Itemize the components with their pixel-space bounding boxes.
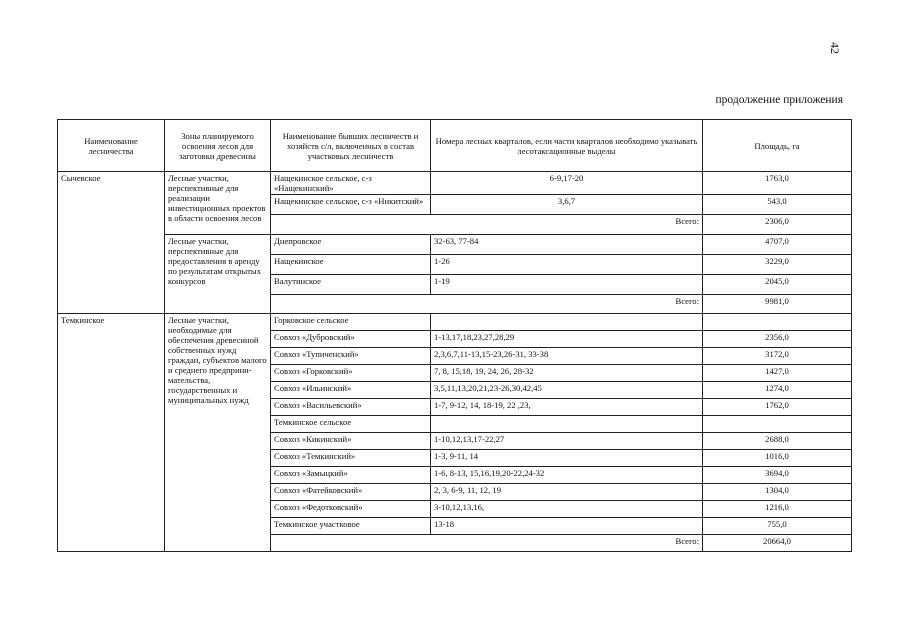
area-cell	[703, 416, 852, 433]
former-forestry-cell: Совхоз «Федотковский»	[271, 501, 431, 518]
table-row	[58, 314, 852, 331]
quarters-cell: 1-7, 9-12, 14, 18-19, 22 ,23,	[431, 399, 703, 416]
table-row	[58, 172, 852, 195]
former-forestry-cell: Днепровское	[271, 235, 431, 255]
table-row	[58, 235, 852, 255]
former-forestry-cell: Совхоз «Дубровский»	[271, 331, 431, 348]
area-cell: 2356,0	[703, 331, 852, 348]
area-cell: 2688,0	[703, 433, 852, 450]
forestry-name-cell: Сычевское	[58, 172, 165, 314]
header-area: Площадь, га	[703, 120, 852, 172]
quarters-cell: 2, 3, 6-9, 11, 12, 19	[431, 484, 703, 501]
quarters-cell: 1-3, 9-11, 14	[431, 450, 703, 467]
zone-description-cell: Лесные участки, перспективные для реализации инвестиционных проектов в области освоения лесов	[165, 172, 271, 235]
former-forestry-cell: Совхоз «Горковский»	[271, 365, 431, 382]
former-forestry-cell: Совхоз «Темкинский»	[271, 450, 431, 467]
former-forestry-cell: Нащекинское сельское, с-з «Нащекинский»	[271, 172, 431, 195]
former-forestry-cell: Совхоз «Фатейковский»	[271, 484, 431, 501]
area-cell: 1762,0	[703, 399, 852, 416]
quarters-cell	[431, 416, 703, 433]
quarters-cell: 3,6,7	[431, 195, 703, 215]
area-cell: 755,0	[703, 518, 852, 535]
area-cell: 3694,0	[703, 467, 852, 484]
quarters-cell: 3-10,12,13,16,	[431, 501, 703, 518]
former-forestry-cell: Совхоз «Замыцкий»	[271, 467, 431, 484]
quarters-cell: 1-6, 8-13, 15,16,19,20-22,24-32	[431, 467, 703, 484]
former-forestry-cell: Совхоз «Кикинский»	[271, 433, 431, 450]
former-forestry-cell: Темкинское участковое	[271, 518, 431, 535]
area-cell: 1763,0	[703, 172, 852, 195]
total-value-cell: 20664,0	[703, 535, 852, 552]
total-label-cell: Всего:	[271, 535, 703, 552]
area-cell: 3172,0	[703, 348, 852, 365]
quarters-cell: 1-10,12,13,17-22,27	[431, 433, 703, 450]
quarters-cell	[431, 314, 703, 331]
former-forestry-cell: Горковское сельское	[271, 314, 431, 331]
area-cell: 1016,0	[703, 450, 852, 467]
zone-description-cell: Лесные участки, необходимые для обеспечения древесиной собственных нужд граждан, субъектов малого и среднего предприни-мательства, государственных и муниципальных нужд	[165, 314, 271, 552]
former-forestry-cell: Совхоз «Тупиченский»	[271, 348, 431, 365]
continuation-label: продолжение приложения	[715, 94, 843, 106]
quarters-cell: 13-18	[431, 518, 703, 535]
area-cell: 2045,0	[703, 275, 852, 295]
area-cell: 1427,0	[703, 365, 852, 382]
former-forestry-cell: Совхоз «Васильевский»	[271, 399, 431, 416]
forest-zones-table	[57, 119, 852, 552]
quarters-cell: 2,3,6,7,11-13,15-23,26-31, 33-38	[431, 348, 703, 365]
quarters-cell: 1-13,17,18,23,27,28,29	[431, 331, 703, 348]
quarters-cell: 1-19	[431, 275, 703, 295]
total-value-cell: 9981,0	[703, 295, 852, 314]
header-zones: Зоны планируемого освоения лесов для заготовки древесины	[165, 120, 271, 172]
former-forestry-cell: Нащекинское	[271, 255, 431, 275]
quarters-cell: 6-9,17-20	[431, 172, 703, 195]
forestry-name-cell: Темкинское	[58, 314, 165, 552]
page-number: 42	[828, 42, 842, 54]
former-forestry-cell: Темкинское сельское	[271, 416, 431, 433]
area-cell	[703, 314, 852, 331]
quarters-cell: 3,5,11,13,20,21,23-26,30,42,45	[431, 382, 703, 399]
area-cell: 543,0	[703, 195, 852, 215]
former-forestry-cell: Нащекинское сельское, с-з «Никитский»	[271, 195, 431, 215]
zone-description-cell: Лесные участки, перспективные для предоставления в аренду по результатам открытых конкурсов	[165, 235, 271, 314]
area-cell: 4707,0	[703, 235, 852, 255]
quarters-cell: 7, 8, 15,18, 19, 24, 26, 28-32	[431, 365, 703, 382]
header-former-forestries: Наименование бывших лесничеств и хозяйств с/л, включенных в состав участковых лесничеств	[271, 120, 431, 172]
quarters-cell: 32-63, 77-84	[431, 235, 703, 255]
area-cell: 1274,0	[703, 382, 852, 399]
table-header-row	[58, 120, 852, 172]
table-body	[58, 172, 852, 552]
quarters-cell: 1-26	[431, 255, 703, 275]
area-cell: 3229,0	[703, 255, 852, 275]
area-cell: 1216,0	[703, 501, 852, 518]
total-value-cell: 2306,0	[703, 215, 852, 235]
area-cell: 1304,0	[703, 484, 852, 501]
former-forestry-cell: Валутинское	[271, 275, 431, 295]
total-label-cell: Всего:	[271, 295, 703, 314]
header-quarters: Номера лесных кварталов, если части кварталов необходимо указывать лесотаксационные выделы	[431, 120, 703, 172]
former-forestry-cell: Совхоз «Ильинский»	[271, 382, 431, 399]
total-label-cell: Всего:	[271, 215, 703, 235]
header-forestry: Наименование лесничества	[58, 120, 165, 172]
